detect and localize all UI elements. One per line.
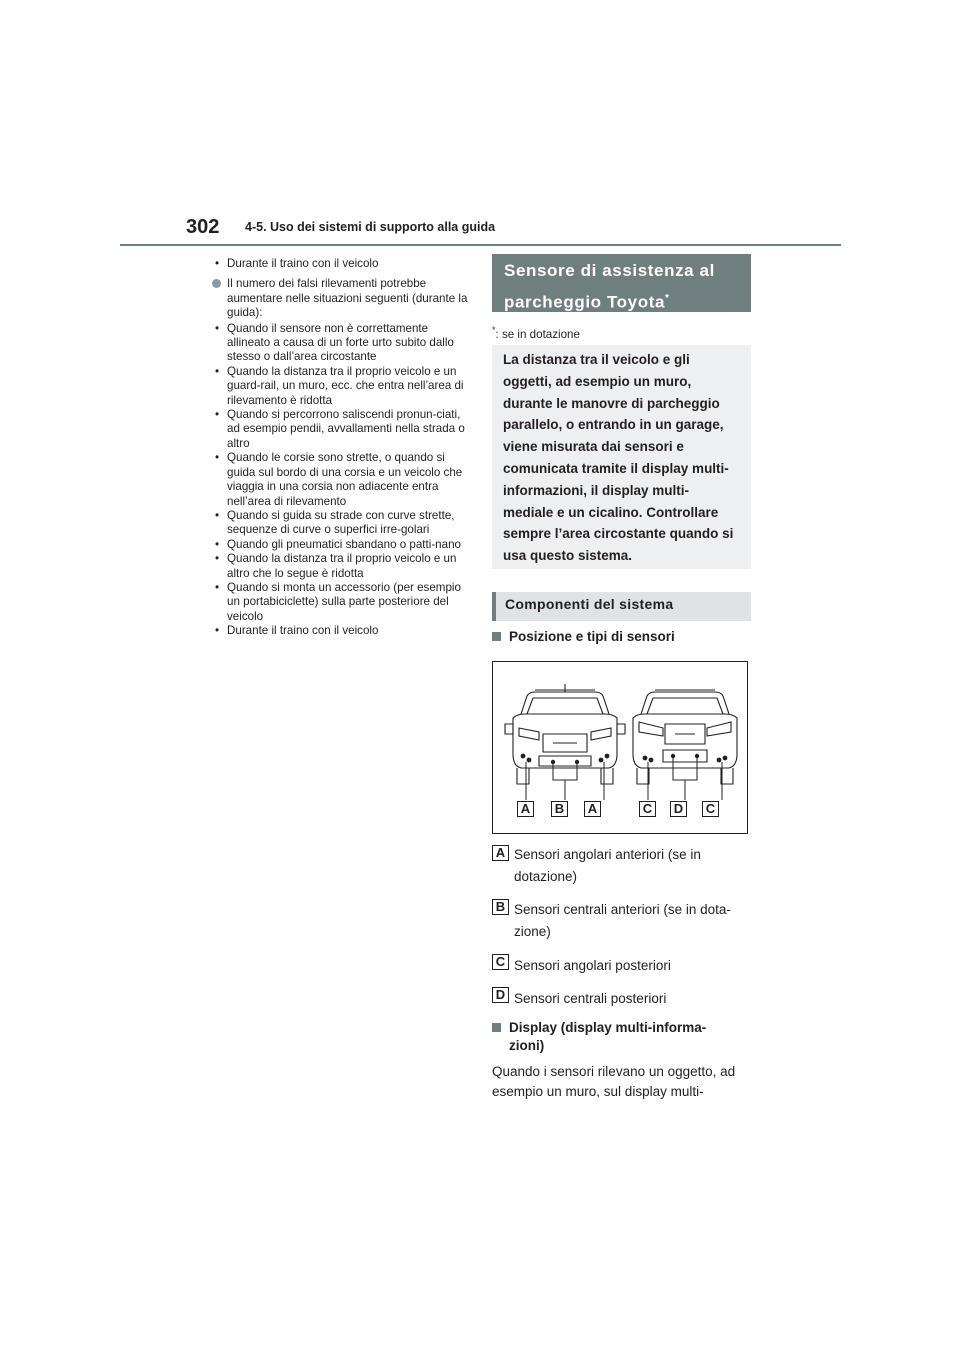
false-detection-intro: Il numero dei falsi rilevamenti potrebbe aumentare nelle situazioni seguenti (durante la guida): [212,277,474,320]
section-title: 4-5. Uso dei sistemi di supporto alla guida [245,220,496,234]
false-detection-list [212,322,474,639]
front-car-drawing [505,684,625,784]
figure-label-d: D [670,801,687,817]
left-column [212,257,474,639]
legend-letter-d: D [492,987,509,1003]
main-title-footnote-mark: * [665,293,670,304]
figure-label-b: B [551,801,568,817]
list-item: • Quando le corsie sono strette, o quando si guida sul bordo di una corsia e un veicolo che viaggia in una corsia non adiacente entra nell’area di rilevamento [212,451,474,509]
list-item: • Quando la distanza tra il proprio veicolo e un altro che lo segue è ridotta [212,552,474,581]
legend-text-a: Sensori angolari anteriori (se in dotazione) [514,847,701,884]
towing-item-top: • Durante il traino con il veicolo [212,257,474,271]
list-item: • Durante il traino con il veicolo [212,624,474,638]
main-title-line2: parcheggio Toyota* [504,292,670,312]
list-item: • Quando si monta un accessorio (per esempio un portabiciclette) sulla parte posteriore del veicolo [212,581,474,624]
leader-lines [526,758,722,800]
front-sensors [521,754,610,765]
figure-label-a-right: A [584,801,601,817]
main-title-line1: Sensore di assistenza al [504,261,715,280]
list-item: • Quando il sensore non è correttamente allineato a causa di un forte urto subito dallo stesso o dall’area circostante [212,322,474,365]
main-title-box [492,254,751,312]
subhead-display: Display (display multi-informa-zioni) [492,1019,737,1055]
legend-text-d: Sensori centrali posteriori [514,991,667,1006]
footnote: *: se in dotazione [492,325,580,341]
list-item: • Quando gli pneumatici sbandano o patti-nano [212,538,474,552]
legend-text-b: Sensori centrali anteriori (se in dota-zione) [514,902,731,939]
rear-car-drawing [633,690,737,784]
square-bullet-icon [492,632,501,641]
figure-label-a-left: A [517,801,534,817]
list-item: • Quando la distanza tra il proprio veicolo e un guard-rail, un muro, ecc. che entra nell’area di rilevamento è ridotta [212,365,474,408]
legend-letter-b: B [492,899,509,915]
list-item: • Quando si percorrono saliscendi pronun-ciati, ad esempio pendii, avvallamenti nella strada o altro [212,408,474,451]
list-item: • Quando si guida su strade con curve strette, sequenze di curve o superfici irre-golari [212,509,474,538]
figure-label-c-left: C [639,801,656,817]
rear-sensors [643,754,728,763]
figure-label-c-right: C [702,801,719,817]
subhead-sensor-position: Posizione e tipi di sensori [492,628,675,646]
legend-text-c: Sensori angolari posteriori [514,958,671,973]
page-number: 302 [186,216,220,238]
sensor-figure [492,661,748,834]
footnote-mark: * [492,325,496,335]
components-title: Componenti del sistema [492,592,751,621]
legend-letter-a: A [492,845,509,861]
header-rule [120,244,841,246]
legend-letter-c: C [492,954,509,970]
body-paragraph: Quando i sensori rilevano un oggetto, ad esempio un muro, sul display multi- [492,1064,736,1099]
square-bullet-icon [492,1023,501,1032]
intro-box: La distanza tra il veicolo e gli oggetti, ad esempio un muro, durante le manovre di parcheggio parallelo, o entrando in un garage, viene misurata dai sensori e comunicata tramite il display multi-informazioni, il display multi-mediale e un cicalino. Controllare sempre l’area circostante quando si usa questo sistema. [492,345,751,569]
